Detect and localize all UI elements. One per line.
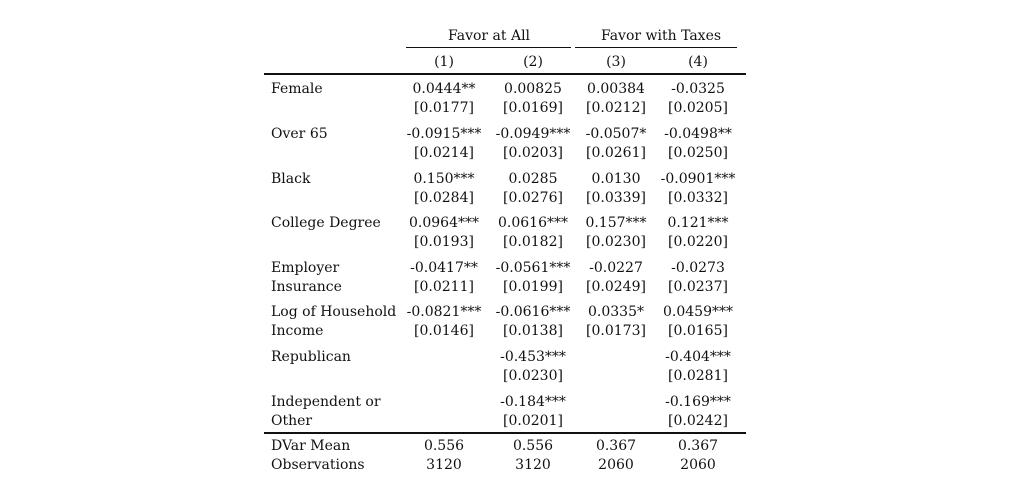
se-cell: [0.0205] [668, 100, 728, 116]
coef-cell: 0.121*** [667, 215, 729, 231]
row-label: Insurance [271, 279, 342, 295]
column-header-1: (1) [434, 54, 454, 70]
se-cell: [0.0169] [503, 100, 563, 116]
se-cell: [0.0214] [414, 145, 474, 161]
se-cell: [0.0230] [586, 234, 646, 250]
se-cell: [0.0242] [668, 413, 728, 429]
row-label: Income [271, 323, 324, 339]
coef-cell: -0.0949*** [495, 126, 571, 142]
coef-cell: -0.0273 [671, 260, 725, 276]
group-header-favor-with-taxes: Favor with Taxes [600, 28, 722, 44]
column-header-3: (3) [606, 54, 626, 70]
footer-cell: 0.556 [512, 438, 554, 454]
footer-cell: 0.556 [423, 438, 465, 454]
se-cell: [0.0284] [414, 190, 474, 206]
coef-cell: -0.0227 [589, 260, 643, 276]
se-cell: [0.0203] [503, 145, 563, 161]
footer-cell: 3120 [426, 457, 462, 473]
se-cell: [0.0177] [414, 100, 474, 116]
row-label: Over 65 [271, 126, 328, 142]
coef-cell: -0.184*** [500, 394, 566, 410]
se-cell: [0.0276] [503, 190, 563, 206]
footer-cell: 0.367 [677, 438, 719, 454]
group-rule-2 [575, 47, 737, 48]
se-cell: [0.0173] [586, 323, 646, 339]
coef-cell: 0.150*** [413, 171, 475, 187]
row-label: Black [271, 171, 311, 187]
row-label: Employer [271, 260, 340, 276]
se-cell: [0.0261] [586, 145, 646, 161]
coef-cell: -0.0325 [671, 81, 725, 97]
row-label: Republican [271, 349, 351, 365]
coef-cell: -0.0915*** [406, 126, 482, 142]
se-cell: [0.0182] [503, 234, 563, 250]
coef-cell: 0.00384 [587, 81, 645, 97]
column-header-4: (4) [688, 54, 708, 70]
footer-label: DVar Mean [271, 438, 351, 454]
coef-cell: -0.0821*** [406, 304, 482, 320]
coef-cell: -0.0901*** [660, 171, 736, 187]
coef-cell: 0.0130 [591, 171, 641, 187]
se-cell: [0.0211] [414, 279, 474, 295]
se-cell: [0.0249] [586, 279, 646, 295]
se-cell: [0.0220] [668, 234, 728, 250]
se-cell: [0.0230] [503, 368, 563, 384]
se-cell: [0.0193] [414, 234, 474, 250]
se-cell: [0.0165] [668, 323, 728, 339]
se-cell: [0.0332] [668, 190, 728, 206]
column-header-2: (2) [523, 54, 543, 70]
se-cell: [0.0138] [503, 323, 563, 339]
footer-cell: 3120 [515, 457, 551, 473]
footer-label: Observations [271, 457, 365, 473]
footer-cell: 2060 [680, 457, 716, 473]
group-rule-1 [406, 47, 571, 48]
se-cell: [0.0199] [503, 279, 563, 295]
header-rule [264, 73, 746, 75]
coef-cell: -0.404*** [665, 349, 731, 365]
se-cell: [0.0146] [414, 323, 474, 339]
footer-cell: 2060 [598, 457, 634, 473]
regression-table [264, 0, 746, 496]
coef-cell: 0.0616*** [498, 215, 568, 231]
se-cell: [0.0212] [586, 100, 646, 116]
se-cell: [0.0339] [586, 190, 646, 206]
coef-cell: 0.0964*** [409, 215, 479, 231]
row-label: Other [271, 413, 313, 429]
coef-cell: 0.00825 [504, 81, 562, 97]
row-label: Independent or [271, 394, 381, 410]
footer-cell: 0.367 [595, 438, 637, 454]
row-label: College Degree [271, 215, 381, 231]
coef-cell: -0.0417** [410, 260, 478, 276]
coef-cell: 0.0459*** [663, 304, 733, 320]
coef-cell: 0.0335* [588, 304, 644, 320]
coef-cell: -0.0616*** [495, 304, 571, 320]
coef-cell: 0.0444** [412, 81, 476, 97]
coef-cell: 0.157*** [585, 215, 647, 231]
se-cell: [0.0281] [668, 368, 728, 384]
coef-cell: 0.0285 [508, 171, 558, 187]
coef-cell: -0.0507* [585, 126, 647, 142]
coef-cell: -0.0561*** [495, 260, 571, 276]
coef-cell: -0.169*** [665, 394, 731, 410]
row-label: Female [271, 81, 323, 97]
footer-rule [264, 432, 746, 434]
coef-cell: -0.0498** [664, 126, 732, 142]
row-label: Log of Household [271, 304, 397, 320]
se-cell: [0.0237] [668, 279, 728, 295]
coef-cell: -0.453*** [500, 349, 566, 365]
group-header-favor-at-all: Favor at All [447, 28, 531, 44]
se-cell: [0.0250] [668, 145, 728, 161]
se-cell: [0.0201] [503, 413, 563, 429]
